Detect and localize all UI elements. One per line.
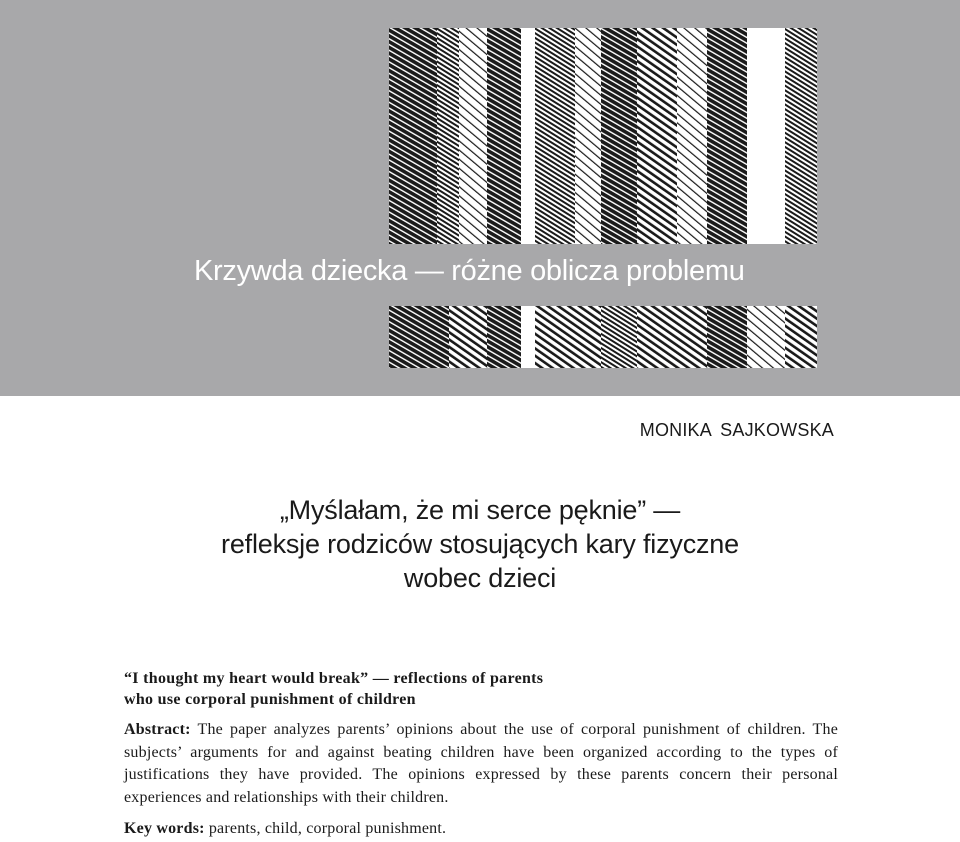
section-title: Krzywda dziecka — różne oblicza problemu [194, 255, 745, 287]
english-title-line: who use corporal punishment of children [124, 691, 416, 708]
keywords [124, 818, 446, 840]
article-title-line: „Myślałam, że mi serce pęknie” — [279, 495, 681, 525]
keywords-text: parents, child, corporal punishment. [208, 820, 447, 837]
hatched-photo [389, 28, 817, 368]
article-title-line: wobec dzieci [403, 563, 557, 593]
article-title [0, 493, 960, 595]
article-title-line: refleksje rodziców stosujących kary fizyczne [221, 529, 739, 559]
abstract-label: Abstract: [124, 721, 191, 738]
header-banner [0, 0, 960, 396]
english-title-line: “I thought my heart would break” — reflections of parents [124, 670, 544, 687]
abstract-text: The paper analyzes parents’ opinions about the use of corporal punishment of children. The subjects’ arguments for and against beating children have been organized according to the types of justifications they have provided. The opinions expressed by these parents concern their personal experiences and relationships with their children. [124, 721, 839, 806]
author-name: MONIKA SAJKOWSKA [639, 420, 834, 440]
keywords-label: Key words: [124, 820, 205, 837]
abstract [124, 719, 838, 809]
english-title [124, 668, 543, 710]
